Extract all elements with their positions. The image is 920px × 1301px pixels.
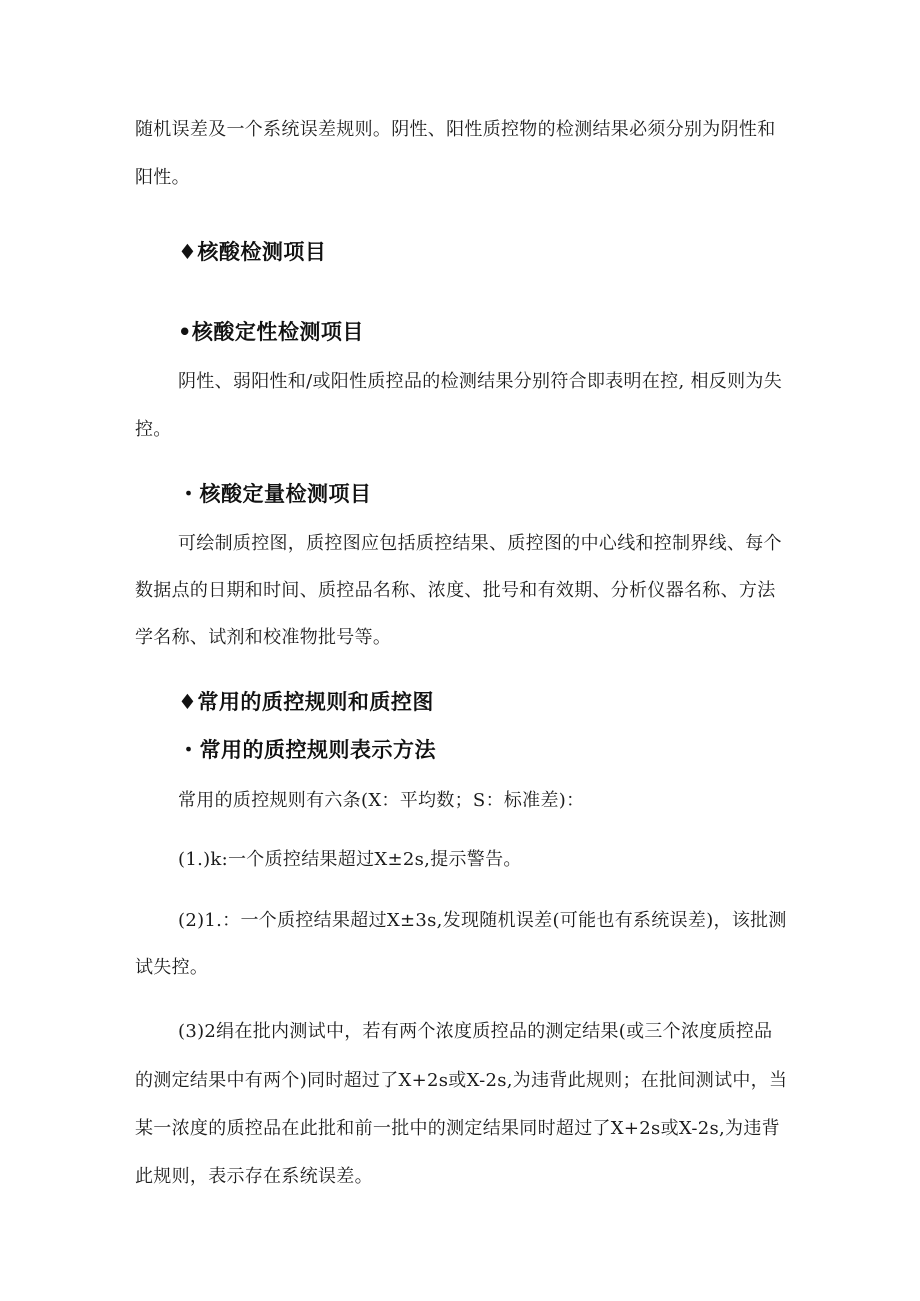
quantitative-paragraph-line-2: 数据点的日期和时间、质控品名称、浓度、批号和有效期、分析仪器名称、方法	[135, 580, 776, 601]
heading-nucleic-acid-tests: ♦核酸检测项目	[178, 240, 327, 264]
rule-2-line-1: (2)1.：一个质控结果超过X±3s,发现随机误差(可能也有系统误差)，该批测	[178, 910, 787, 931]
six-rules-intro: 常用的质控规则有六条(X：平均数；S：标准差)：	[178, 790, 585, 811]
rule-1: (1.)k:一个质控结果超过X±2s,提示警告。	[178, 849, 522, 870]
rule-3-line-1: (3)2绢在批内测试中，若有两个浓度质控品的测定结果(或三个浓度质控品	[178, 1021, 773, 1042]
rule-3-line-2: 的测定结果中有两个)同时超过了X+2s或X-2s,为违背此规则；在批间测试中，当	[135, 1070, 788, 1091]
intro-paragraph-line-2: 阳性。	[135, 167, 190, 188]
heading-quantitative-tests: ・核酸定量检测项目	[178, 482, 372, 506]
rule-3-line-4: 此规则，表示存在系统误差。	[135, 1166, 373, 1187]
intro-paragraph-line-1: 随机误差及一个系统误差规则。阴性、阳性质控物的检测结果必须分别为阴性和	[135, 119, 776, 140]
qualitative-paragraph-line-2: 控。	[135, 419, 172, 440]
qualitative-paragraph-line-1: 阴性、弱阳性和/或阳性质控品的检测结果分别符合即表明在控, 相反则为失	[178, 371, 783, 392]
heading-rule-notation: ・常用的质控规则表示方法	[178, 738, 436, 762]
rule-3-line-3: 某一浓度的质控品在此批和前一批中的测定结果同时超过了X+2s或X-2s,为违背	[135, 1118, 780, 1139]
quantitative-paragraph-line-1: 可绘制质控图，质控图应包括质控结果、质控图的中心线和控制界线、每个	[178, 533, 782, 554]
rule-2-line-2: 试失控。	[135, 957, 209, 978]
quantitative-paragraph-line-3: 学名称、试剂和校准物批号等。	[135, 627, 392, 648]
heading-common-rules-and-charts: ♦常用的质控规则和质控图	[178, 690, 434, 714]
heading-qualitative-tests: •核酸定性检测项目	[178, 320, 364, 344]
